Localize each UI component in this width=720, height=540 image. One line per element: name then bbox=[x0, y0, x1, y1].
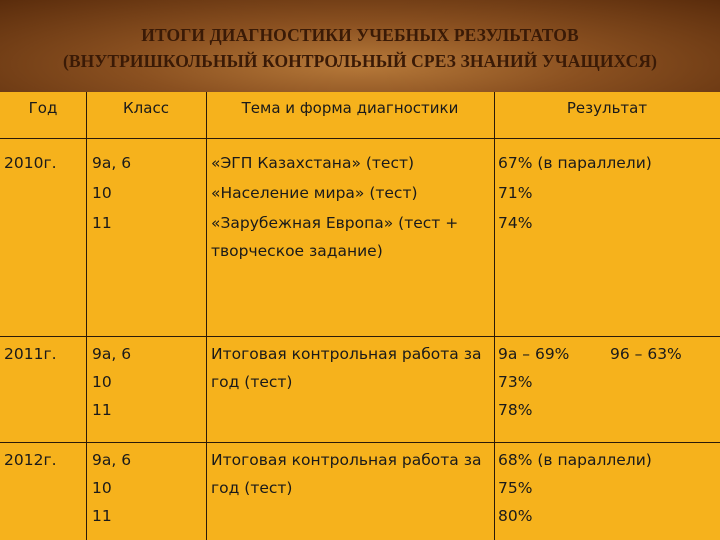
topic-cell: Итоговая контрольная работа за bbox=[211, 345, 482, 363]
year-cell: 2010г. bbox=[4, 154, 57, 172]
year-cell: 2012г. bbox=[4, 451, 57, 469]
topic-cell: год (тест) bbox=[211, 373, 293, 391]
class-cell: 10 bbox=[92, 184, 112, 202]
class-cell: 9а, 6 bbox=[92, 345, 132, 363]
slide-header bbox=[0, 0, 720, 92]
result-cell: 9а – 69% bbox=[498, 345, 570, 363]
header-year: Год bbox=[28, 99, 58, 117]
result-cell: 71% bbox=[498, 184, 533, 202]
class-cell: 9а, 6 bbox=[92, 451, 132, 469]
header-result: Результат bbox=[566, 99, 648, 117]
topic-cell: «Население мира» (тест) bbox=[211, 184, 418, 202]
result-cell: 75% bbox=[498, 479, 533, 497]
row-divider bbox=[0, 442, 720, 443]
result-cell: 96 – 63% bbox=[610, 345, 682, 363]
slide-title-line-1: ИТОГИ ДИАГНОСТИКИ УЧЕБНЫХ РЕЗУЛЬТАТОВ bbox=[141, 25, 579, 45]
row-divider bbox=[0, 138, 720, 139]
topic-cell: «Зарубежная Европа» (тест + bbox=[211, 214, 459, 232]
class-cell: 10 bbox=[92, 373, 112, 391]
slide-title-line-2: (ВНУТРИШКОЛЬНЫЙ КОНТРОЛЬНЫЙ СРЕЗ ЗНАНИЙ УЧАЩИХСЯ) bbox=[62, 51, 658, 71]
result-cell: 67% (в параллели) bbox=[498, 154, 652, 172]
class-cell: 10 bbox=[92, 479, 112, 497]
class-cell: 11 bbox=[92, 214, 112, 232]
topic-cell: год (тест) bbox=[211, 479, 293, 497]
year-cell: 2011г. bbox=[4, 345, 57, 363]
result-cell: 80% bbox=[498, 507, 533, 525]
header-class: Класс bbox=[123, 99, 169, 117]
result-cell: 68% (в параллели) bbox=[498, 451, 652, 469]
topic-cell: «ЭГП Казахстана» (тест) bbox=[211, 154, 415, 172]
header-topic: Тема и форма диагностики bbox=[241, 99, 459, 117]
column-divider bbox=[494, 92, 495, 540]
class-cell: 9а, 6 bbox=[92, 154, 132, 172]
result-cell: 74% bbox=[498, 214, 533, 232]
topic-cell: Итоговая контрольная работа за bbox=[211, 451, 482, 469]
row-divider bbox=[0, 336, 720, 337]
result-cell: 73% bbox=[498, 373, 533, 391]
topic-cell: творческое задание) bbox=[211, 242, 383, 260]
class-cell: 11 bbox=[92, 507, 112, 525]
class-cell: 11 bbox=[92, 401, 112, 419]
column-divider bbox=[86, 92, 87, 540]
column-divider bbox=[206, 92, 207, 540]
result-cell: 78% bbox=[498, 401, 533, 419]
